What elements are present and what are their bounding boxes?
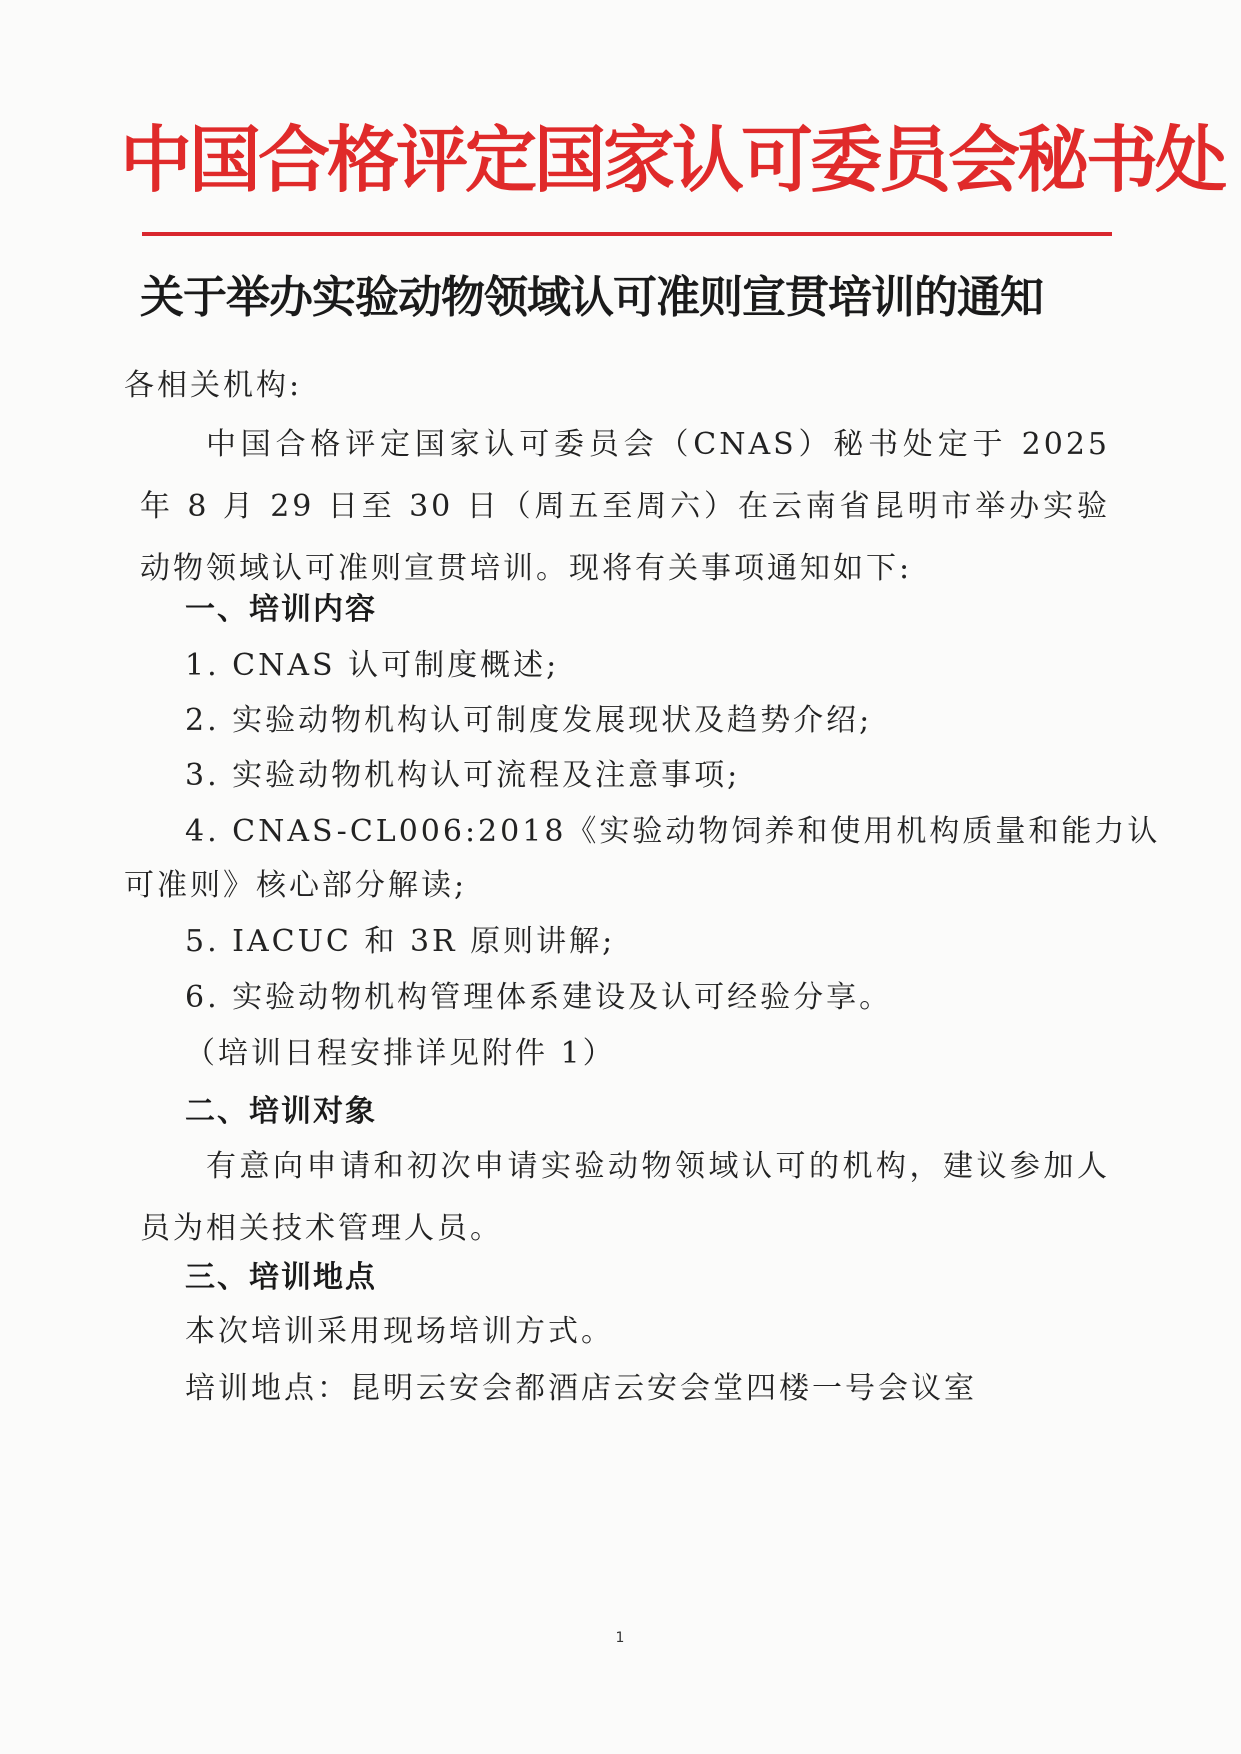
content-item: 1. CNAS 认可制度概述;: [185, 648, 560, 683]
content-item: 2. 实验动物机构认可制度发展现状及趋势介绍;: [185, 703, 873, 738]
section-heading-audience: 二、培训对象: [185, 1094, 377, 1129]
notice-title: 关于举办实验动物领域认可准则宣贯培训的通知: [140, 272, 1043, 323]
content-item: 3. 实验动物机构认可流程及注意事项;: [185, 758, 741, 793]
content-item: 4. CNAS-CL006:2018《实验动物饲养和使用机构质量和能力认: [185, 814, 1161, 849]
training-mode: 本次培训采用现场培训方式。: [185, 1314, 614, 1349]
section-heading-location: 三、培训地点: [185, 1260, 377, 1295]
content-item: 5. IACUC 和 3R 原则讲解;: [185, 924, 616, 959]
section-heading-content: 一、培训内容: [185, 592, 377, 627]
schedule-note: （培训日程安排详见附件 1）: [185, 1036, 616, 1071]
intro-paragraph: 中国合格评定国家认可委员会（CNAS）秘书处定于 2025 年 8 月 29 日至 30 日（周五至周六）在云南省昆明市举办实验动物领域认可准则宣贯培训。现将有关事项通知如下:: [140, 427, 1110, 586]
header-red-rule: [142, 232, 1112, 236]
issuing-organization: 中国合格评定国家认可委员会秘书处: [120, 117, 1225, 202]
content-item-continuation: 可准则》核心部分解读;: [124, 868, 468, 903]
training-venue: 培训地点：昆明云安会都酒店云安会堂四楼一号会议室: [185, 1371, 977, 1406]
page-number: 1: [615, 1630, 625, 1646]
salutation: 各相关机构:: [124, 368, 303, 403]
content-item: 6. 实验动物机构管理体系建设及认可经验分享。: [185, 980, 893, 1015]
audience-paragraph: 有意向申请和初次申请实验动物领域认可的机构，建议参加人员为相关技术管理人员。: [140, 1149, 1110, 1246]
